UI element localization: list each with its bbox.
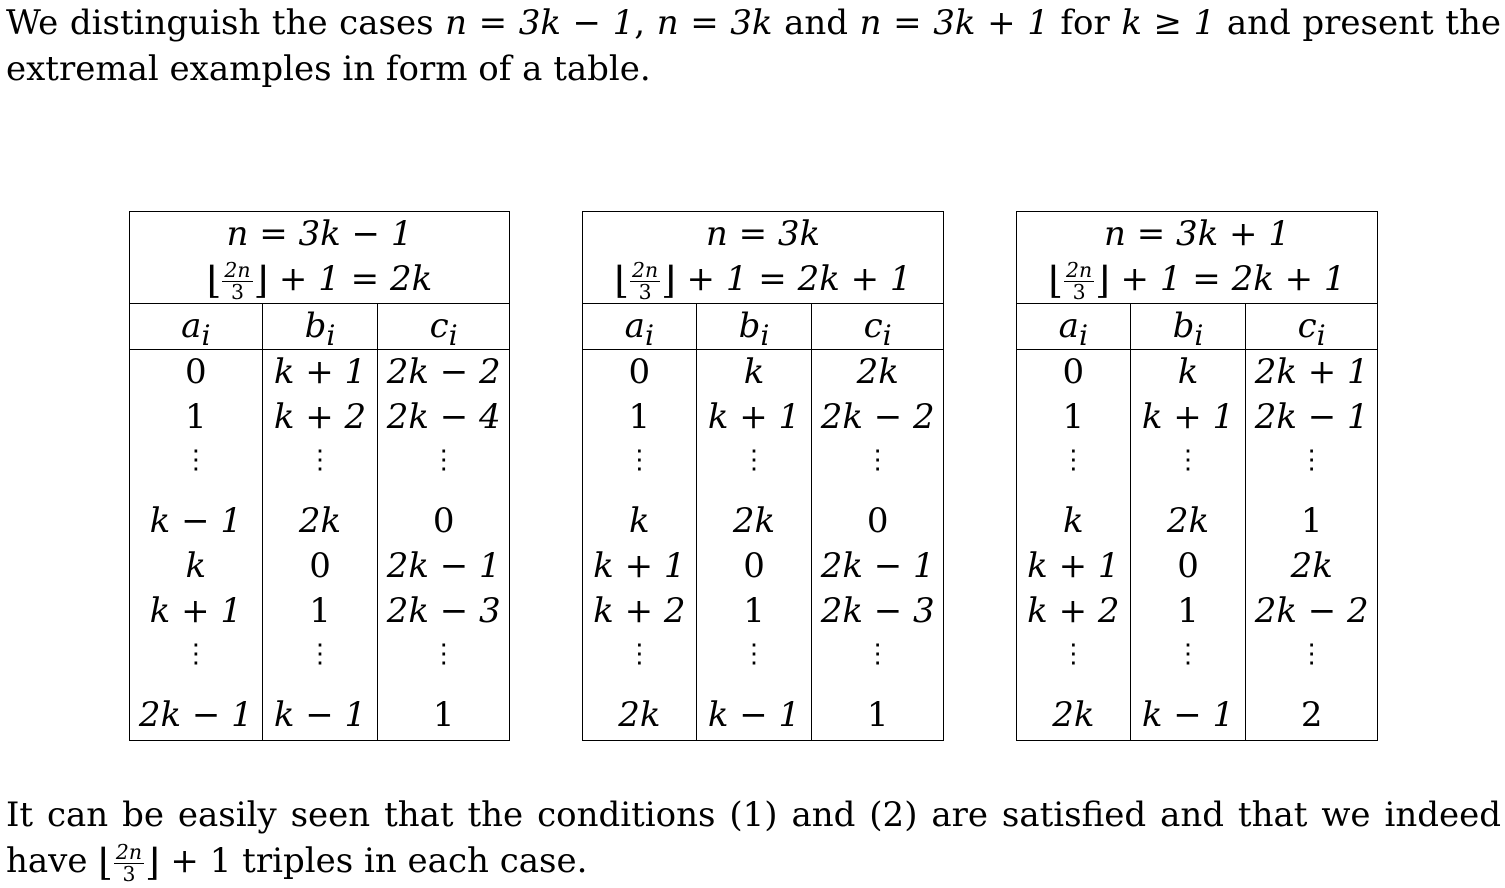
vertical-ellipsis: ⋮: [1175, 445, 1202, 475]
column-a: [130, 304, 263, 740]
table-cell: 2k − 3: [820, 591, 935, 631]
table-title: n = 3k + 1: [1104, 214, 1290, 254]
column-b: [697, 304, 813, 740]
column-header-b: $b_i$: [263, 304, 378, 350]
table-cell: 0: [628, 352, 651, 392]
table-cell: k + 2: [593, 591, 686, 631]
column-a: [583, 304, 697, 740]
table-cell: 2k − 1: [386, 546, 501, 586]
column-header-a: $a_i$: [583, 304, 696, 350]
table-cell: k: [1063, 501, 1084, 541]
column-header-c: $c_i$: [378, 304, 509, 350]
table-cell: 2: [1300, 695, 1323, 735]
vertical-ellipsis: ⋮: [741, 639, 768, 669]
table-cell: k − 1: [1141, 695, 1235, 735]
column-header-c: $c_i$: [812, 304, 943, 350]
column-c: [1246, 304, 1377, 740]
intro-text: and present the extremal examples in form of a table.: [6, 3, 1501, 89]
column-header-b: $b_i$: [697, 304, 812, 350]
table-floor-formula: ⌊ $\frac{2n}{3}$ ⌋ + 1 = 2k: [206, 258, 433, 304]
table-cell: k: [629, 501, 650, 541]
table-cell: 1: [1177, 591, 1199, 631]
table-cell: k + 1: [149, 591, 242, 631]
table-cell: k − 1: [149, 501, 242, 541]
table-case-3k: [582, 211, 944, 741]
floor-rest: + 1 = 2k + 1: [1109, 259, 1346, 299]
table-cell: 1: [866, 695, 889, 735]
table-cell: 1: [1062, 397, 1085, 437]
frac-numerator: 2n: [1066, 258, 1093, 283]
table-cell: k − 1: [707, 695, 801, 735]
column-b: [1131, 304, 1247, 740]
table-cell: 1: [432, 695, 455, 735]
vertical-ellipsis: ⋮: [741, 445, 768, 475]
vertical-ellipsis: ⋮: [182, 639, 209, 669]
table-cell: k + 1: [1027, 546, 1120, 586]
frac-denominator: 3: [122, 861, 136, 886]
table-cell: 0: [866, 501, 889, 541]
table-cell: 2k: [1166, 501, 1210, 541]
outro-text: triples in each case.: [231, 841, 588, 881]
column-header-a: $a_i$: [1017, 304, 1130, 350]
table-cell: k + 1: [593, 546, 686, 586]
vertical-ellipsis: ⋮: [864, 639, 891, 669]
table-case-3k-plus-1: [1016, 211, 1378, 741]
table-header: [583, 212, 943, 304]
table-cell: k: [743, 352, 765, 392]
frac-denominator: 3: [1072, 279, 1086, 304]
table-header: [1017, 212, 1377, 304]
table-cell: 2k: [1052, 695, 1095, 735]
vertical-ellipsis: ⋮: [1298, 445, 1325, 475]
outro-paragraph: [6, 792, 1501, 884]
table-cell: k + 1: [273, 352, 367, 392]
floor-rest: + 1: [159, 841, 232, 881]
intro-text: We distinguish the cases: [6, 3, 446, 43]
vertical-ellipsis: ⋮: [430, 639, 457, 669]
frac-numerator: 2n: [224, 258, 251, 283]
table-title: n = 3k − 1: [226, 214, 413, 254]
frac-numerator: 2n: [115, 840, 143, 865]
frac-numerator: 2n: [632, 258, 659, 283]
column-header-a: $a_i$: [130, 304, 262, 350]
table-cell: 1: [743, 591, 765, 631]
table-cell: 2k − 1: [1254, 397, 1369, 437]
table-cell: 2k − 2: [1254, 591, 1369, 631]
frac-denominator: 3: [230, 279, 244, 304]
table-cell: k: [1177, 352, 1199, 392]
vertical-ellipsis: ⋮: [307, 639, 333, 669]
table-cell: 0: [185, 352, 207, 392]
table-cell: 0: [432, 501, 455, 541]
table-cell: 2k + 1: [1254, 352, 1369, 392]
vertical-ellipsis: ⋮: [626, 445, 653, 475]
table-title: n = 3k: [705, 214, 821, 254]
vertical-ellipsis: ⋮: [182, 445, 209, 475]
table-cell: k + 1: [1141, 397, 1235, 437]
table-cell: 0: [1062, 352, 1085, 392]
vertical-ellipsis: ⋮: [864, 445, 891, 475]
outro-text: It can be easily seen that the conditions (1) and (2) are satisfied and that we indeed have: [6, 795, 1501, 881]
frac-denominator: 3: [638, 279, 652, 304]
intro-separator: ,: [634, 3, 657, 43]
vertical-ellipsis: ⋮: [626, 639, 653, 669]
table-floor-formula: ⌊ $\frac{2n}{3}$ ⌋ + 1 = 2k + 1: [614, 258, 912, 304]
table-cell: 2k: [298, 501, 342, 541]
condition-expression: k ≥ 1: [1121, 3, 1216, 43]
intro-paragraph: [6, 0, 1501, 92]
table-cell: 0: [743, 546, 765, 586]
table-cell: 2k − 3: [386, 591, 501, 631]
table-cell: 0: [1177, 546, 1199, 586]
table-cell: 2k − 1: [138, 695, 253, 735]
floor-rest: + 1 = 2k: [268, 259, 433, 299]
table-cell: 2k − 4: [386, 397, 501, 437]
vertical-ellipsis: ⋮: [430, 445, 457, 475]
column-c: [812, 304, 943, 740]
table-cell: 0: [309, 546, 331, 586]
table-cell: k + 2: [1027, 591, 1120, 631]
case-expression: n = 3k: [656, 3, 773, 43]
vertical-ellipsis: ⋮: [1060, 445, 1087, 475]
table-cell: 2k: [732, 501, 776, 541]
table-cell: 1: [185, 397, 207, 437]
floor-rest: + 1 = 2k + 1: [675, 259, 912, 299]
column-header-b: $b_i$: [1131, 304, 1246, 350]
column-header-c: $c_i$: [1246, 304, 1377, 350]
table-cell: 1: [309, 591, 331, 631]
column-b: [263, 304, 379, 740]
vertical-ellipsis: ⋮: [307, 445, 333, 475]
vertical-ellipsis: ⋮: [1175, 639, 1202, 669]
table-header: [130, 212, 509, 304]
table-cell: 2k: [1290, 546, 1333, 586]
case-expression: n = 3k + 1: [859, 3, 1049, 43]
table-cell: 2k: [856, 352, 899, 392]
table-floor-formula: ⌊ $\frac{2n}{3}$ ⌋ + 1 = 2k + 1: [1048, 258, 1346, 304]
table-cell: 2k − 2: [386, 352, 501, 392]
table-cell: 1: [1300, 501, 1323, 541]
table-cell: 2k − 2: [820, 397, 935, 437]
table-cell: 2k: [618, 695, 661, 735]
column-a: [1017, 304, 1131, 740]
case-expression: n = 3k − 1: [445, 3, 635, 43]
column-c: [378, 304, 509, 740]
vertical-ellipsis: ⋮: [1298, 639, 1325, 669]
intro-text: for: [1048, 3, 1122, 43]
table-cell: k − 1: [273, 695, 367, 735]
vertical-ellipsis: ⋮: [1060, 639, 1087, 669]
intro-text: and: [772, 3, 860, 43]
table-cell: 1: [628, 397, 651, 437]
table-cell: 2k − 1: [820, 546, 935, 586]
table-cell: k + 2: [273, 397, 367, 437]
table-cell: k + 1: [707, 397, 801, 437]
table-cell: k: [185, 546, 207, 586]
table-case-3k-minus-1: [129, 211, 510, 741]
floor-expression: ⌊ $\frac{2n}{3}$ ⌋: [98, 840, 160, 886]
